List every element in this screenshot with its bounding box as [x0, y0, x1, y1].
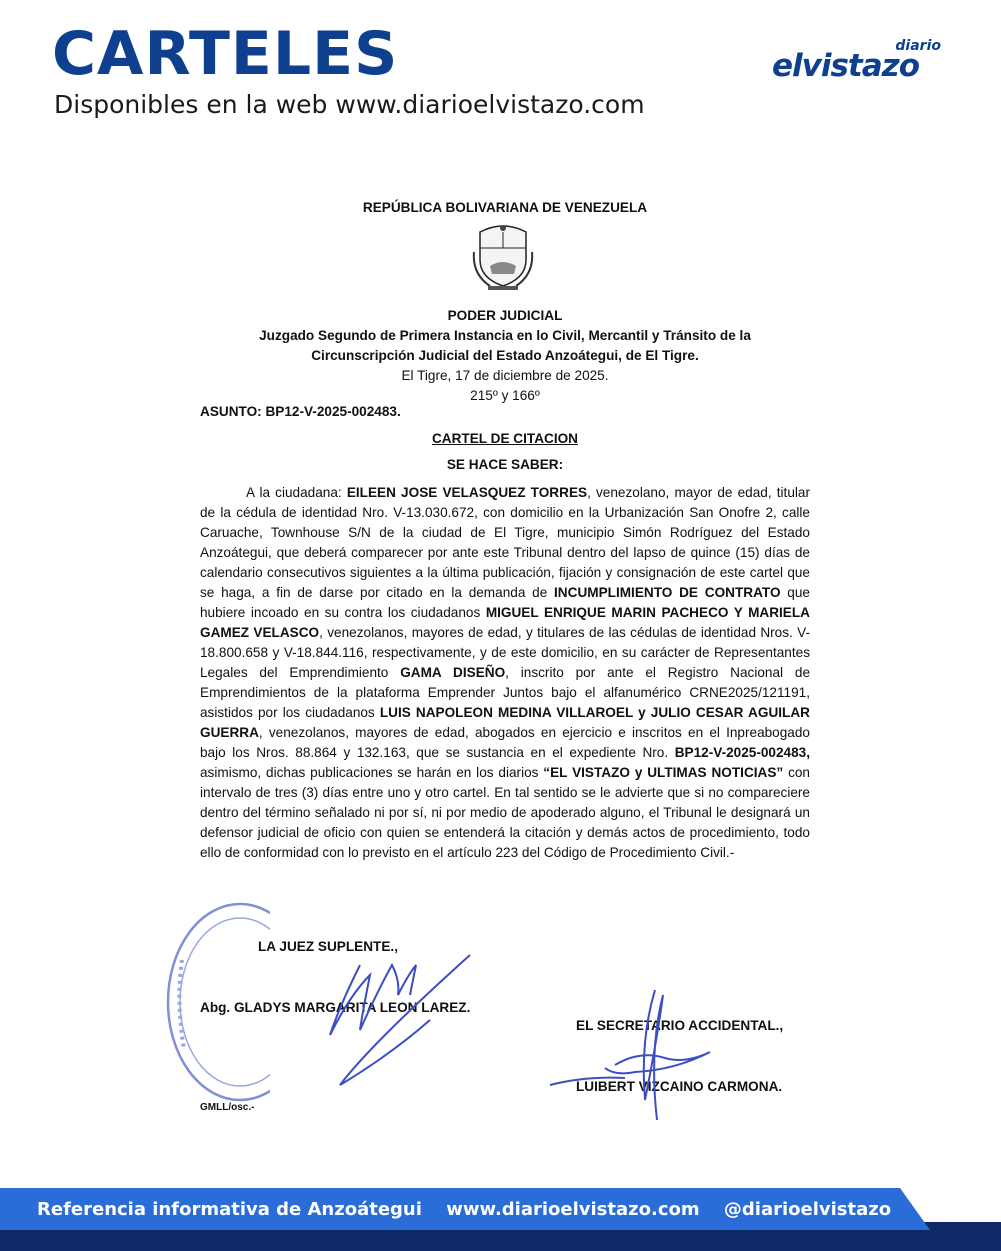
body-bold-business: GAMA DISEÑO — [400, 665, 506, 680]
page-subtitle: Disponibles en la web www.diarioelvistazo.com — [54, 90, 645, 119]
document-date: El Tigre, 17 de diciembre de 2025. — [401, 368, 609, 383]
footer-text — [37, 1199, 909, 1220]
juzgado-line-1: Juzgado Segundo de Primera Instancia en lo Civil, Mercantil y Tránsito de la — [259, 328, 751, 343]
court-stamp-icon — [160, 900, 270, 1105]
secretary-name: LUIBERT VIZCAINO CARMONA. — [576, 1079, 783, 1094]
judge-title: LA JUEZ SUPLENTE., — [258, 939, 398, 954]
cartel-title: CARTEL DE CITACION — [431, 431, 578, 446]
case-number: ASUNTO: BP12-V-2025-002483. — [200, 404, 401, 419]
document-initials: GMLL/osc.- — [200, 1102, 255, 1113]
page-title: CARTELES — [52, 19, 399, 89]
document-country: REPÚBLICA BOLIVARIANA DE VENEZUELA — [362, 200, 648, 215]
elvistazo-logo[interactable] — [772, 38, 947, 84]
juzgado-line-2: Circunscripción Judicial del Estado Anzoátegui, de El Tigre. — [311, 348, 699, 363]
body-part: con intervalo de tres (3) días entre uno y otro cartel. En tal sentido se le advierte que si no compareciere dentro del término señalado ni por sí, ni por medio de apoderado alguno, el Tribunal le designará un defensor judicial de oficio con quien se entenderá la citación y demás actos de procedimiento, todo ello de conformidad con lo previsto en el artículo 223 del Código de Procedimiento Civil.- — [200, 765, 810, 860]
body-bold-lawyers: LUIS NAPOLEON MEDINA VILLAROEL y JULIO CESAR AGUILAR GUERRA — [200, 705, 810, 740]
judge-name: Abg. GLADYS MARGARITA LEON LAREZ. — [200, 1000, 471, 1015]
footer-reference: Referencia informativa de Anzoátegui — [37, 1199, 422, 1220]
court-heading — [198, 306, 812, 406]
poder-judicial: PODER JUDICIAL — [447, 308, 563, 323]
body-part: A la ciudadana: — [246, 485, 347, 500]
body-part: , venezolanos, mayores de edad, y titulares de las cédulas de identidad Nros. V-18.800.658 y V-18.844.116, respectivamente, y de este domicilio, en su carácter de Representantes Legales del Emprendimiento — [200, 625, 810, 680]
body-bold-plaintiffs: MIGUEL ENRIQUE MARIN PACHECO Y MARIELA GAMEZ VELASCO — [200, 605, 810, 640]
body-bold-expediente: BP12-V-2025-002483, — [674, 745, 810, 760]
body-part: que hubiere incoado en su contra los ciudadanos — [200, 585, 810, 620]
se-hace-saber: SE HACE SABER: — [446, 457, 564, 472]
logo-main-text: elvistazo — [772, 48, 920, 84]
coat-of-arms-icon — [470, 222, 536, 292]
body-part: , venezolanos, mayores de edad, abogados en ejercicio e inscritos en el Inpreabogado bajo los Nros. 88.864 y 132.163, que se sustancia en el expediente Nro. — [200, 725, 810, 760]
secretary-signature-icon — [545, 980, 745, 1130]
citation-body — [200, 483, 810, 863]
logo-small-text: diario — [895, 38, 941, 54]
body-part: , inscrito por ante el Registro Nacional de Emprendimientos de la plataforma Emprender Juntos bajo el alfanumérico CRNE2025/121191, asistidos por los ciudadanos — [200, 665, 811, 720]
body-part: asimismo, dichas publicaciones se harán en los diarios — [200, 765, 544, 780]
judge-signature-icon — [300, 935, 490, 1095]
body-bold-demand: INCUMPLIMIENTO DE CONTRATO — [554, 585, 781, 600]
footer-social-handle[interactable]: @diarioelvistazo — [723, 1199, 892, 1220]
body-bold-name: EILEEN JOSE VELASQUEZ TORRES — [346, 485, 588, 500]
secretary-title: EL SECRETARIO ACCIDENTAL., — [576, 1018, 784, 1033]
footer-website-link[interactable]: www.diarioelvistazo.com — [446, 1199, 700, 1220]
body-bold-diarios: “EL VISTAZO y ULTIMAS NOTICIAS” — [543, 765, 784, 780]
document-years: 215º y 166º — [470, 388, 540, 403]
body-part: , venezolano, mayor de edad, titular de la cédula de identidad Nro. V-13.030.672, con domicilio en la Urbanización San Onofre 2, calle Caruache, Townhouse S/N de la ciudad de El Tigre, municipio Simón Rodríguez del Estado Anzoátegui, que deberá comparecer por ante este Tribunal dentro del lapso de quince (15) días de calendario consecutivos siguientes a la última publicación, fijación y consignación de este cartel que se haga, a fin de darse por citado en la demanda de — [200, 485, 811, 600]
